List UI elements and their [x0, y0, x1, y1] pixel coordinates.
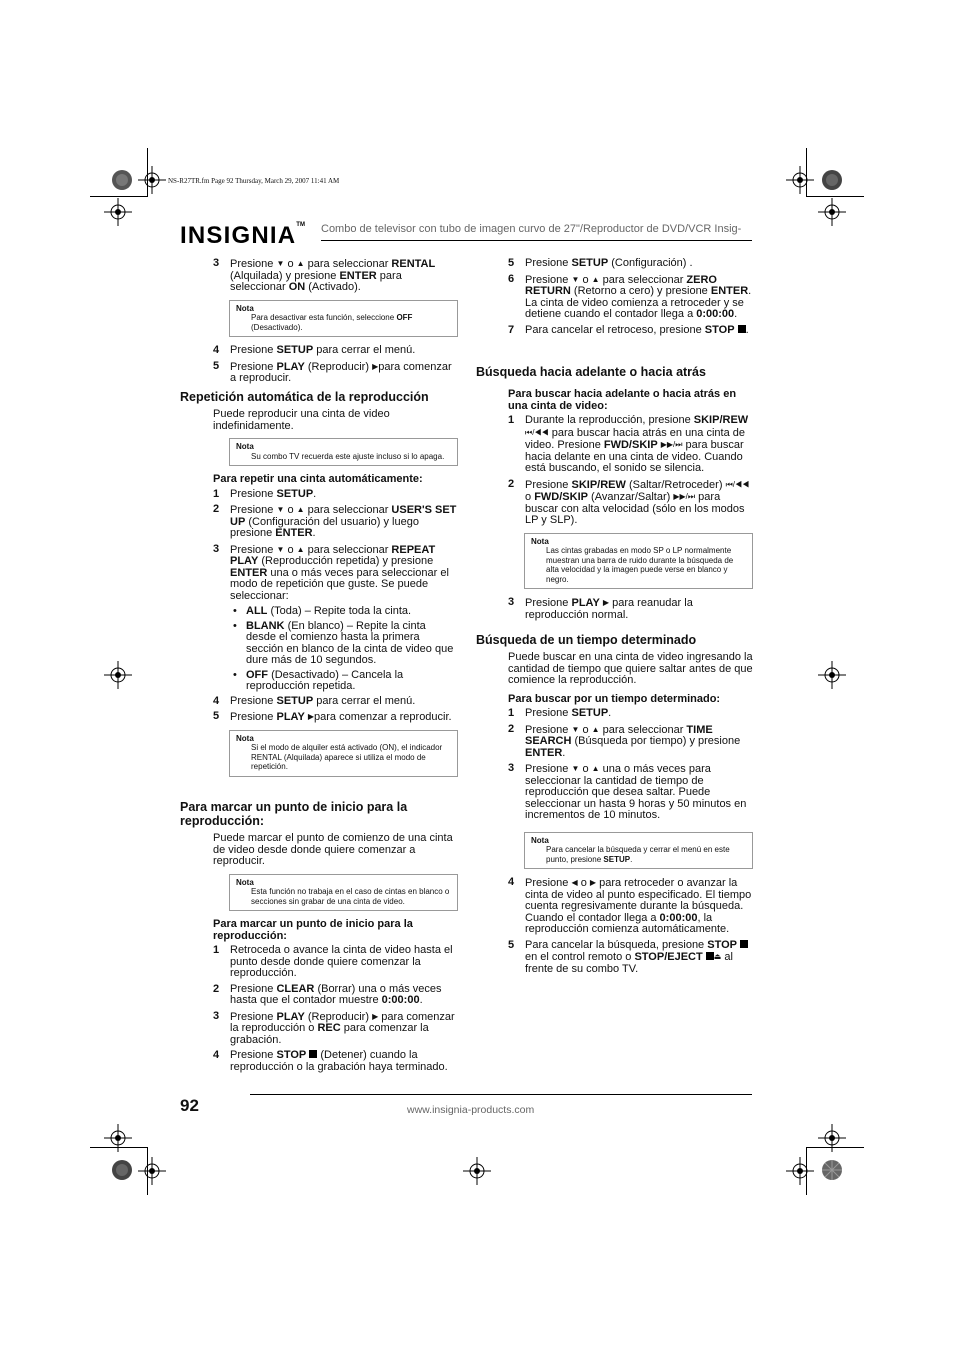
- arrow-down-icon: ▼: [276, 505, 285, 514]
- bullet-item: • BLANK (En blanco) – Repite la cinta desde el comienzo hasta la primera sección en blanco de la cinta de video que dure más de 10 segundos.: [233, 619, 454, 666]
- registration-target-icon: [104, 1124, 132, 1152]
- list-item: 4 Presione SETUP para cerrar el menú.: [213, 344, 416, 356]
- list-item: 3 Presione ▼ o ▲ para seleccionar RENTAL (Alquilada) y presione ENTER para seleccionar ON (Activado).: [213, 257, 436, 293]
- list-item: 4 Presione STOP (Detener) cuando la reproducción o la grabación haya terminado.: [213, 1049, 448, 1073]
- color-patch-icon: [111, 1159, 133, 1181]
- arrow-up-icon: ▲: [591, 724, 600, 734]
- fast-forward-skip-icon: ▶▶/⏭: [673, 492, 696, 501]
- registration-target-icon: [818, 198, 846, 226]
- arrow-down-icon: ▼: [276, 544, 285, 554]
- right-column-section: Para buscar hacia adelante o hacia atrás en una cinta de video: 1 Durante la reproducción, presione SKIP/REW ⏮/◀◀ para buscar hacia atrás en una cinta de video. Presione FWD/SKIP ▶▶/⏭ para buscar hacia delante en una cinta de video. Cuando está buscando, el sonido se silencia. 2 Presione SKIP/REW (Saltar/Retroceder) ⏮/◀◀ o FWD/SKIP (Avanzar/Saltar) ▶▶/⏭ para buscar con alta velocidad (sólo en los modos LP y SLP). Nota Las cintas grabadas en modo SP o LP normalmente muestran una barra de ruido durante la búsqueda de alta velocidad y la imagen puede verse en blanco y negro. 3 Presione PLAY ▶ para reanudar la reproducción normal.: [508, 389, 753, 625]
- note-box: Nota Si el modo de alquiler está activado (ON), el indicador RENTAL (Alquilada) aparece si utiliza el modo de repetición.: [229, 730, 458, 777]
- list-item: 2 Presione CLEAR (Borrar) una o más veces hasta que el contador muestre 0:00:00.: [213, 982, 442, 1006]
- crop-mark: [90, 196, 148, 197]
- arrow-down-icon: ▼: [571, 764, 580, 773]
- list-item: 4 Presione ◀ o ▶ para retroceder o avanzar la cinta de video al punto especificado. El tiempo cuenta regresivamente durante la búsqueda. Cuando el contador llega a 0:00:00, la reproducción comienza automáticamente.: [508, 876, 752, 935]
- stop-icon: [740, 940, 748, 948]
- stop-icon: [309, 1050, 317, 1058]
- play-icon: ▶: [372, 1011, 379, 1021]
- play-icon: ▶: [307, 712, 315, 721]
- arrow-left-icon: ◀: [571, 878, 578, 887]
- arrow-down-icon: ▼: [571, 724, 580, 734]
- registration-target-icon: [104, 661, 132, 689]
- registration-target-icon: [786, 1157, 814, 1185]
- list-item: 5 Presione PLAY (Reproducir) ▶para comenzar a reproducir.: [213, 359, 452, 384]
- list-item: 3 Presione PLAY ▶ para reanudar la reproducción normal.: [508, 596, 693, 621]
- file-slug: NS-R27TR.fm Page 92 Thursday, March 29, 2007 11:41 AM: [168, 177, 340, 185]
- section-heading: Búsqueda hacia adelante o hacia atrás: [476, 365, 706, 379]
- arrow-down-icon: ▼: [276, 259, 285, 268]
- bullet-item: • OFF (Desactivado) – Cancela la reproducción repetida.: [233, 668, 404, 692]
- list-item: 5 Para cancelar la búsqueda, presione STOP en el control remoto o STOP/EJECT ⏏ al frente de su combo TV.: [508, 940, 753, 976]
- list-item: 1 Presione SETUP.: [213, 487, 317, 500]
- section-heading: Búsqueda de un tiempo determinado: [476, 633, 697, 647]
- list-item: 7 Para cancelar el retroceso, presione STOP .: [508, 323, 749, 336]
- left-column: [213, 258, 458, 389]
- eject-icon: ⏏: [713, 952, 722, 961]
- list-item: 1 Retroceda o avance la cinta de video hasta el punto desde donde quiere comenzar la reproducción.: [213, 944, 453, 979]
- color-patch-icon: [111, 169, 133, 191]
- arrow-up-icon: ▲: [296, 259, 305, 268]
- note-box: Nota Esta función no trabaja en el caso de cintas en blanco o secciones sin grabar de una cinta de video.: [229, 874, 458, 912]
- note-box: Nota Su combo TV recuerda este ajuste incluso si lo apaga.: [229, 438, 458, 466]
- arrow-down-icon: ▼: [571, 274, 580, 284]
- arrow-right-icon: ▶: [589, 878, 597, 887]
- section-heading: Repetición automática de la reproducción: [180, 390, 429, 404]
- list-item: 3 Presione PLAY (Reproducir) ▶ para comenzar la reproducción o REC para comenzar la grabación.: [213, 1009, 455, 1046]
- registration-target-icon: [818, 661, 846, 689]
- list-item: 5 Presione SETUP (Configuración) .: [508, 257, 693, 269]
- crop-mark: [806, 196, 864, 197]
- arrow-up-icon: ▲: [591, 274, 600, 284]
- list-item: 2 Presione ▼ o ▲ para seleccionar USER'S SET UP (Configuración del usuario) y luego presione ENTER.: [213, 503, 457, 539]
- left-column-section: Puede marcar el punto de comienzo de una cinta de video desde donde quiere comenzar a reproducir. Nota Esta función no trabaja en el caso de cintas en blanco o secciones sin grabar de una cinta de video. Para marcar un punto de inicio para la reproducción: 1 Retroceda o avance la cinta de video hasta el punto desde donde quiere comenzar la reproducción. 2 Presione CLEAR (Borrar) una o más veces hasta que el contador muestre 0:00:00. 3 Presione PLAY (Reproducir) ▶ para comenzar la reproducción o REC para comenzar la grabación. 4 Presione STOP (Detener) cuando la reproducción o la grabación haya terminado.: [213, 833, 458, 1077]
- arrow-up-icon: ▲: [296, 544, 305, 554]
- stop-icon: [738, 325, 746, 333]
- color-patch-icon: [821, 169, 843, 191]
- list-item: 4 Presione SETUP para cerrar el menú.: [213, 694, 416, 707]
- bullet-item: • ALL (Toda) – Repite toda la cinta.: [233, 605, 412, 617]
- right-column: [508, 258, 753, 340]
- registration-target-icon: [138, 1157, 166, 1185]
- arrow-up-icon: ▲: [296, 505, 305, 514]
- arrow-up-icon: ▲: [591, 764, 600, 773]
- registration-target-icon: [818, 1124, 846, 1152]
- registration-target-icon: [463, 1157, 491, 1185]
- skip-rewind-icon: ⏮/◀◀: [725, 479, 750, 489]
- footer-url: www.insignia-products.com: [407, 1104, 535, 1116]
- header-rule: [321, 240, 752, 241]
- play-icon: ▶: [372, 361, 379, 371]
- fast-forward-skip-icon: ▶▶/⏭: [660, 440, 683, 449]
- skip-rewind-icon: ⏮/◀◀: [525, 427, 549, 437]
- list-item: 2 Presione SKIP/REW (Saltar/Retroceder) ⏮/◀◀ o FWD/SKIP (Avanzar/Saltar) ▶▶/⏭ para buscar con alta velocidad (sólo en los modos LP y SLP).: [508, 477, 750, 526]
- page-number: 92: [180, 1096, 199, 1115]
- list-item: 5 Presione PLAY ▶para comenzar a reproducir.: [213, 710, 452, 723]
- list-item: 3 Presione ▼ o ▲ para seleccionar REPEAT PLAY (Reproducción repetida) y presione ENTER una o más veces para seleccionar el modo de repetición que guste. Se puede seleccionar:: [213, 542, 449, 602]
- insignia-logo: INSIGNIA™: [180, 222, 305, 249]
- section-heading: Para marcar un punto de inicio para la reproducción:: [180, 800, 408, 828]
- list-item: 3 Presione ▼ o ▲ una o más veces para seleccionar la cantidad de tiempo de reproducción que desea saltar. Puede seleccionar un hasta 9 horas y 50 minutos en incrementos de 10 minutos.: [508, 762, 747, 821]
- note-box: Nota Las cintas grabadas en modo SP o LP normalmente muestran una barra de ruido durante la búsqueda de alta velocidad y la imagen puede verse en blanco y negro.: [524, 533, 753, 590]
- registration-target-icon: [104, 198, 132, 226]
- list-item: 6 Presione ▼ o ▲ para seleccionar ZERO RETURN (Retorno a cero) y presione ENTER. La cinta de video comienza a retroceder y se detiene cuando el contador llega a 0:00:00.: [508, 272, 752, 320]
- note-box: Nota Para cancelar la búsqueda y cerrar el menú en este punto, presione SETUP.: [524, 832, 753, 870]
- color-patch-icon: [821, 1159, 843, 1181]
- right-column-section: Puede buscar en una cinta de video ingresando la cantidad de tiempo que quiere saltar antes de que comience la reproducción. Para buscar por un tiempo determinado: 1 Presione SETUP. 2 Presione ▼ o ▲ para seleccionar TIME SEARCH (Búsqueda por tiempo) y presione ENTER. 3 Presione ▼ o ▲ una o más veces para seleccionar la cantidad de tiempo de reproducción que desea saltar. Puede seleccionar un hasta 9 horas y 50 minutos en incrementos de 10 minutos. Nota Para cancelar la búsqueda y cerrar el menú en este punto, presione SETUP. 4 Presione ◀ o ▶ para retroceder o avanzar la cinta de video al punto especificado. El tiempo cuenta regresivamente durante la búsqueda. Cuando el contador llega a 0:00:00, la reproducción comienza automáticamente. 5 Para cancelar la búsqueda, presione STOP en el control remoto o STOP/EJECT ⏏ al frente de su combo TV.: [508, 651, 753, 975]
- registration-target-icon: [786, 166, 814, 194]
- header-title: Combo de televisor con tubo de imagen curvo de 27"/Reproductor de DVD/VCR Insig-: [321, 223, 742, 235]
- list-item: 1 Presione SETUP.: [508, 707, 612, 719]
- list-item: 2 Presione ▼ o ▲ para seleccionar TIME SEARCH (Búsqueda por tiempo) y presione ENTER.: [508, 722, 741, 759]
- left-column-section: Puede reproducir una cinta de video indefinidamente. Nota Su combo TV recuerda este ajuste incluso si lo apaga. Para repetir una cinta automáticamente: 1 Presione SETUP. 2 Presione ▼ o ▲ para seleccionar USER'S SET UP (Configuración del usuario) y luego presione ENTER. 3 Presione ▼ o ▲ para seleccionar REPEAT PLAY (Reproducción repetida) y presione ENTER una o más veces para seleccionar el modo de repetición que guste. Se puede seleccionar: • ALL (Toda) – Repite toda la cinta. • BLANK (En blanco) – Repite la cinta desde el comienzo hasta la primera sección en blanco de la cinta de video que dure más de 10 segundos. • OFF (Desactivado) – Cancela la reproducción repetida. 4 Presione SETUP para cerrar el menú. 5 Presione PLAY ▶para comenzar a reproducir. Nota Si el modo de alquiler está activado (ON), el indicador RENTAL (Alquilada) aparece si utiliza el modo de repetición.: [213, 409, 458, 785]
- footer-rule: [250, 1094, 752, 1095]
- list-item: 1 Durante la reproducción, presione SKIP/REW ⏮/◀◀ para buscar hacia atrás en una cinta de video. Presione FWD/SKIP ▶▶/⏭ para buscar hacia delante en una cinta de video. Cuando está buscando, el sonido se silencia.: [508, 414, 749, 474]
- note-box: Nota Para desactivar esta función, seleccione OFF (Desactivado).: [229, 300, 458, 338]
- play-icon: ▶: [602, 598, 610, 607]
- registration-target-icon: [138, 166, 166, 194]
- stop-icon: [706, 952, 714, 960]
